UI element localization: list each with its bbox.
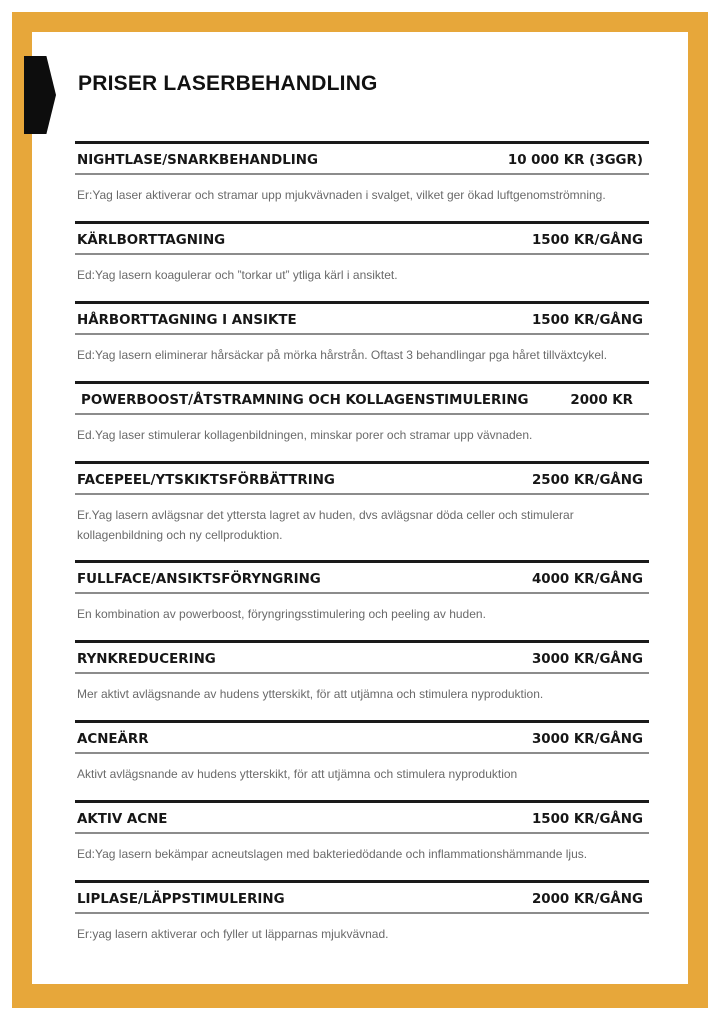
treatment-description: Er:Yag laser aktiverar och stramar upp mjukvävnaden i svalget, vilket ger ökad luftgenomströmning. [77, 188, 606, 202]
divider [75, 141, 649, 144]
treatment-description: Ed:Yag lasern eliminerar hårsäckar på mörka hårstrån. Oftast 3 behandlingar pga håret tillväxtcykel. [77, 348, 608, 362]
divider [75, 173, 649, 175]
treatment-price: 10 000 KR (3GGR) [507, 153, 643, 168]
treatment-price: 4000 KR/GÅNG [531, 572, 643, 587]
treatment-price: 2000 KR/GÅNG [531, 892, 643, 907]
divider [75, 880, 649, 883]
treatment-price: 2000 KR [570, 393, 633, 408]
treatment-description: Er.Yag lasern avlägsnar det yttersta lagret av huden, dvs avlägsnar döda celler och stimulerar kollagenbildning och ny cellproduktion. [77, 508, 574, 542]
divider [75, 333, 649, 335]
divider [75, 301, 649, 304]
divider [75, 672, 649, 674]
treatment-description: Er:yag lasern aktiverar och fyller ut läpparnas mjukvävnad. [77, 927, 389, 941]
divider [75, 221, 649, 224]
divider [75, 413, 649, 415]
treatment-description: Ed:Yag lasern koagulerar och ”torkar ut” ytliga kärl i ansiktet. [77, 268, 398, 282]
treatment-price: 1500 KR/GÅNG [531, 313, 643, 328]
divider [75, 832, 649, 834]
divider [75, 253, 649, 255]
divider [75, 640, 649, 643]
treatment-description: Mer aktivt avlägsnande av hudens ytterskikt, för att utjämna och stimulera nyproduktion. [77, 687, 544, 701]
price-item-fullface [75, 560, 649, 640]
treatment-name: RYNKREDUCERING [77, 652, 216, 667]
price-item-karlborttagning [75, 221, 649, 301]
treatment-description: En kombination av powerboost, föryngringsstimulering och peeling av huden. [77, 607, 486, 621]
treatment-description: Aktivt avlägsnande av hudens ytterskikt, för att utjämna och stimulera nyproduktion [77, 767, 518, 781]
divider [75, 752, 649, 754]
price-list [75, 141, 649, 960]
treatment-name: NIGHTLASE/SNARKBEHANDLING [77, 153, 318, 168]
treatment-name: FACEPEEL/YTSKIKTSFÖRBÄTTRING [77, 473, 335, 488]
divider [75, 381, 649, 384]
treatment-description: Ed:Yag lasern bekämpar acneutslagen med bakteriedödande och inflammationshämmande ljus. [77, 847, 588, 861]
treatment-name: FULLFACE/ANSIKTSFÖRYNGRING [77, 572, 321, 587]
treatment-price: 3000 KR/GÅNG [531, 652, 643, 667]
divider [75, 493, 649, 495]
treatment-name: POWERBOOST/ÅTSTRAMNING OCH KOLLAGENSTIMULERING [81, 393, 529, 408]
treatment-price: 1500 KR/GÅNG [531, 812, 643, 827]
treatment-price: 3000 KR/GÅNG [531, 732, 643, 747]
price-item-aktiv-acne [75, 800, 649, 880]
price-item-rynkreducering [75, 640, 649, 720]
treatment-description: Ed.Yag laser stimulerar kollagenbildningen, minskar porer och stramar upp vävnaden. [77, 428, 533, 442]
divider [75, 592, 649, 594]
divider [75, 720, 649, 723]
treatment-price: 2500 KR/GÅNG [531, 473, 643, 488]
price-item-harborttagning [75, 301, 649, 381]
treatment-name: AKTIV ACNE [77, 812, 168, 827]
treatment-name: KÄRLBORTTAGNING [77, 233, 226, 248]
divider [75, 560, 649, 563]
treatment-price: 1500 KR/GÅNG [531, 233, 643, 248]
price-item-acnearr [75, 720, 649, 800]
divider [75, 461, 649, 464]
price-item-liplase [75, 880, 649, 960]
treatment-name: ACNEÄRR [77, 732, 149, 747]
page-title: PRISER LASERBEHANDLING [78, 72, 378, 95]
price-item-powerboost [75, 381, 649, 461]
price-item-nightlase [75, 141, 649, 221]
treatment-name: HÅRBORTTAGNING I ANSIKTE [77, 313, 297, 328]
divider [75, 912, 649, 914]
treatment-name: LIPLASE/LÄPPSTIMULERING [77, 892, 285, 907]
price-item-facepeel [75, 461, 649, 560]
divider [75, 800, 649, 803]
